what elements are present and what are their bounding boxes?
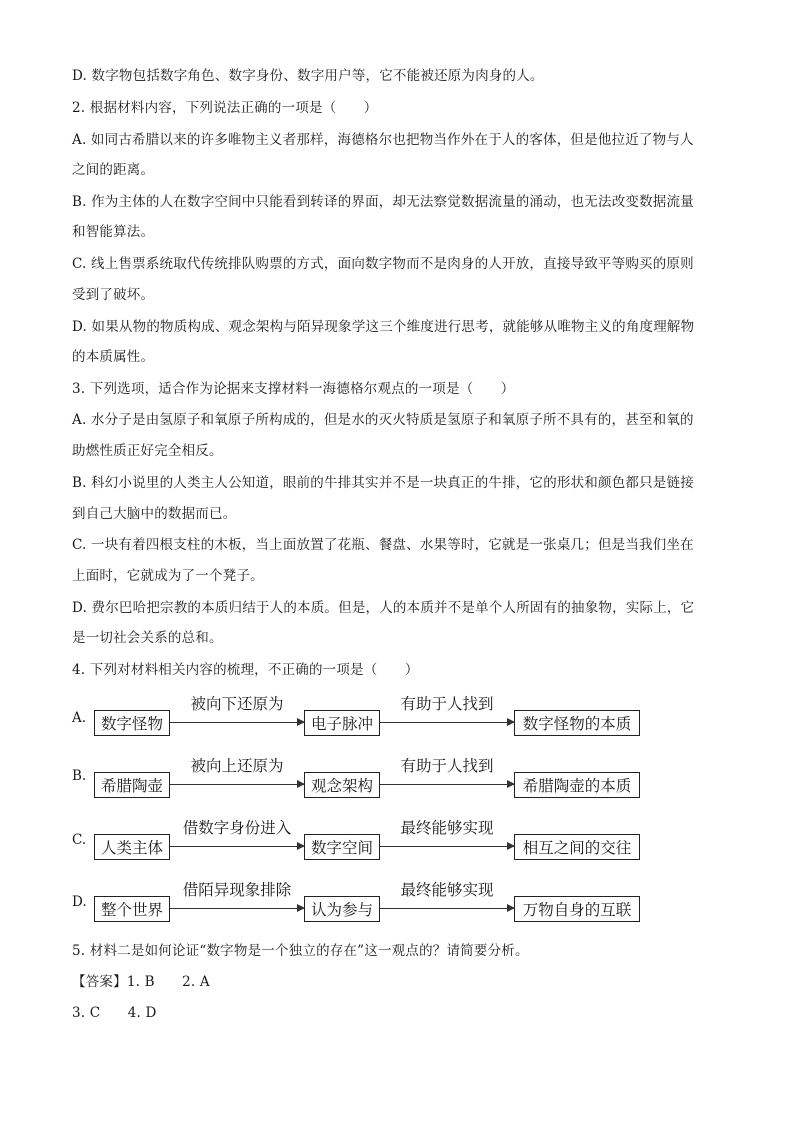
question-4-stem: 4. 下列对材料相关内容的梳理，不正确的一项是（ ） [72,662,419,678]
text-line: A. 如同古希腊以来的许多唯物主义者那样，海德格尔也把物当作外在于人的客体，但是他拉近了物与人 [72,132,694,148]
option-letter: A. [72,710,87,726]
arrow-icon [170,784,304,785]
text-line: 助燃性质正好完全相反。 [72,443,223,459]
option-letter: B. [72,768,87,784]
arrow-label: 借数字身份进入 [182,819,292,837]
question-2-stem: 2. 根据材料内容，下列说法正确的一项是（ ） [72,100,378,116]
text-line: A. 水分子是由氢原子和氧原子所构成的，但是水的灭火特质是氢原子和氧原子所不具有的，甚至和氧的 [72,412,694,428]
arrow-label: 借陌异现象排除 [182,881,292,899]
answer-tag: 【答案】 [72,974,127,990]
text-line: 之间的距离。 [72,162,155,178]
flow-box: 相互之间的交往 [514,834,640,860]
text-line: 和智能算法。 [72,224,155,240]
text-line: 上面时，它就成为了一个凳子。 [72,568,264,584]
arrow-label: 有助于人找到 [400,695,494,713]
arrow-icon [380,846,514,847]
text-line: 受到了破坏。 [72,287,155,303]
flow-box: 数字怪物 [94,710,170,736]
question-5-stem: 5. 材料二是如何论证“数字物是一个独立的存在”这一观点的？请简要分析。 [72,943,529,959]
option-letter: D. [72,894,87,910]
flow-option-c [72,820,722,870]
flow-box: 认为参与 [304,896,380,922]
text-line: C. 线上售票系统取代传统排队购票的方式，面向数字物而不是肉身的人开放，直接导致平等购买的原则 [72,256,694,272]
option-letter: C. [72,832,87,848]
flow-box: 电子脉冲 [304,710,380,736]
text-line: D. 费尔巴哈把宗教的本质归结于人的本质。但是，人的本质并不是单个人所固有的抽象物，实际上，它 [72,600,695,616]
arrow-icon [380,908,514,909]
answer-text: 1. B 2. A [126,974,210,990]
flow-box: 人类主体 [94,834,170,860]
arrow-label: 被向下还原为 [190,695,284,713]
arrow-icon [170,846,304,847]
flow-box: 整个世界 [94,896,170,922]
text-line: B. 作为主体的人在数字空间中只能看到转译的界面，却无法察觉数据流量的涌动，也无法改变数据流量 [72,194,694,210]
flow-box: 万物自身的互联 [514,896,640,922]
flow-box: 希腊陶壶的本质 [514,772,640,798]
arrow-icon [380,784,514,785]
flow-box: 希腊陶壶 [94,772,170,798]
arrow-icon [170,722,304,723]
arrow-icon [380,722,514,723]
text-line: 是一切社会关系的总和。 [72,630,223,646]
answer-line-1 [72,972,722,992]
question-3-stem: 3. 下列选项，适合作为论据来支撑材料一海德格尔观点的一项是（ ） [72,381,515,397]
text-line: 的本质属性。 [72,349,155,365]
arrow-label: 最终能够实现 [400,881,494,899]
text-line: B. 科幻小说里的人类主人公知道，眼前的牛排其实并不是一块真正的牛排，它的形状和颜色都只是链接 [72,475,694,491]
flow-option-a [72,696,722,746]
arrow-label: 最终能够实现 [400,819,494,837]
flow-box: 观念架构 [304,772,380,798]
text-line: C. 一块有着四根支柱的木板，当上面放置了花瓶、餐盘、水果等时，它就是一张桌几；但是当我们坐在 [72,537,694,553]
flow-box: 数字怪物的本质 [514,710,640,736]
text-line: D. 数字物包括数字角色、数字身份、数字用户等，它不能被还原为肉身的人。 [72,68,544,84]
flow-option-b [72,758,722,808]
arrow-icon [170,908,304,909]
arrow-label: 被向上还原为 [190,757,284,775]
answer-line-2: 3. C 4. D [72,1005,157,1021]
arrow-label: 有助于人找到 [400,757,494,775]
text-line: 到自己大脑中的数据而已。 [72,506,237,522]
flow-option-d [72,882,722,932]
flow-box: 数字空间 [304,834,380,860]
text-line: D. 如果从物的物质构成、观念架构与陌异现象学这三个维度进行思考，就能够从唯物主义的角度理解物 [72,319,695,335]
